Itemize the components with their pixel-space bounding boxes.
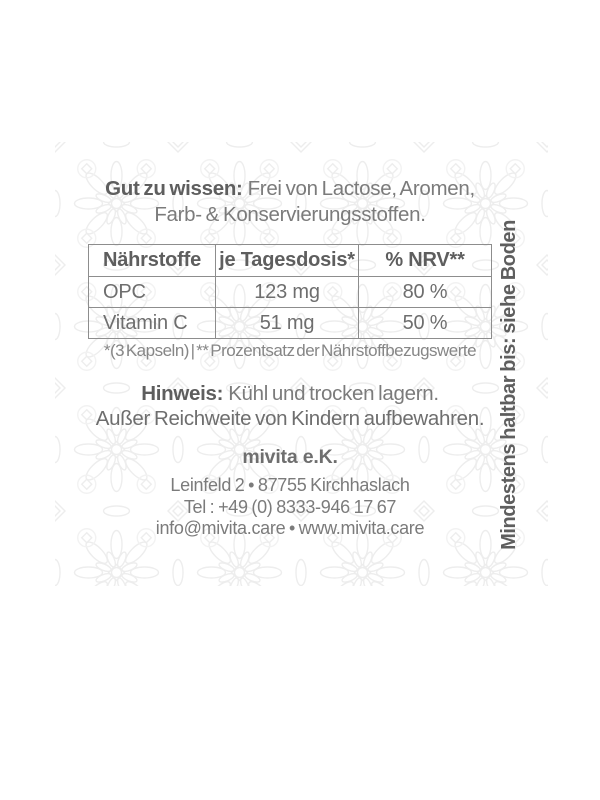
notice-title: Hinweis:	[141, 382, 224, 405]
phone-line: Tel : +49 (0) 8333-946 17 67	[183, 496, 397, 517]
label-panel	[55, 142, 548, 586]
table-footnote: *(3 Kapseln) | ** Prozentsatz der Nährstoffbezugswerte	[103, 341, 477, 360]
cell-nrv: 50 %	[359, 308, 492, 339]
good-to-know-title: Gut zu wissen:	[105, 177, 243, 200]
header-nutrient: Nährstoffe	[89, 245, 216, 277]
good-to-know-text	[55, 176, 525, 228]
notice-line2: Außer Reichweite von Kindern aufbewahren.	[95, 407, 485, 430]
address-line: Leinfeld 2 • 87755 Kirchhaslach	[170, 475, 410, 495]
good-to-know-line1	[55, 176, 525, 202]
company-name: mivita e.K.	[242, 446, 338, 468]
cell-nutrient: Vitamin C	[89, 308, 216, 339]
good-to-know-rest: Frei von Lactose, Aromen,	[247, 177, 475, 200]
table-row	[89, 277, 492, 308]
cell-daily-dose: 123 mg	[216, 277, 359, 308]
notice-rest: Kühl und trocken lagern.	[228, 382, 439, 405]
company-address-block	[55, 475, 525, 540]
notice-line1	[55, 381, 525, 406]
storage-notice-text	[55, 381, 525, 431]
cell-nrv: 80 %	[359, 277, 492, 308]
table-header-row	[89, 245, 492, 277]
table-row	[89, 308, 492, 339]
header-nrv: % NRV**	[359, 245, 492, 277]
cell-daily-dose: 51 mg	[216, 308, 359, 339]
contact-line: info@mivita.care • www.mivita.care	[155, 518, 425, 538]
best-before-vertical-text: Mindestens haltbar bis: siehe Boden	[498, 220, 520, 550]
good-to-know-line2: Farb- & Konservierungsstoffen.	[154, 203, 426, 226]
nutrition-table	[88, 244, 492, 339]
cell-nutrient: OPC	[89, 277, 216, 308]
header-daily-dose: je Tagesdosis*	[216, 245, 359, 277]
label-content	[55, 142, 548, 586]
